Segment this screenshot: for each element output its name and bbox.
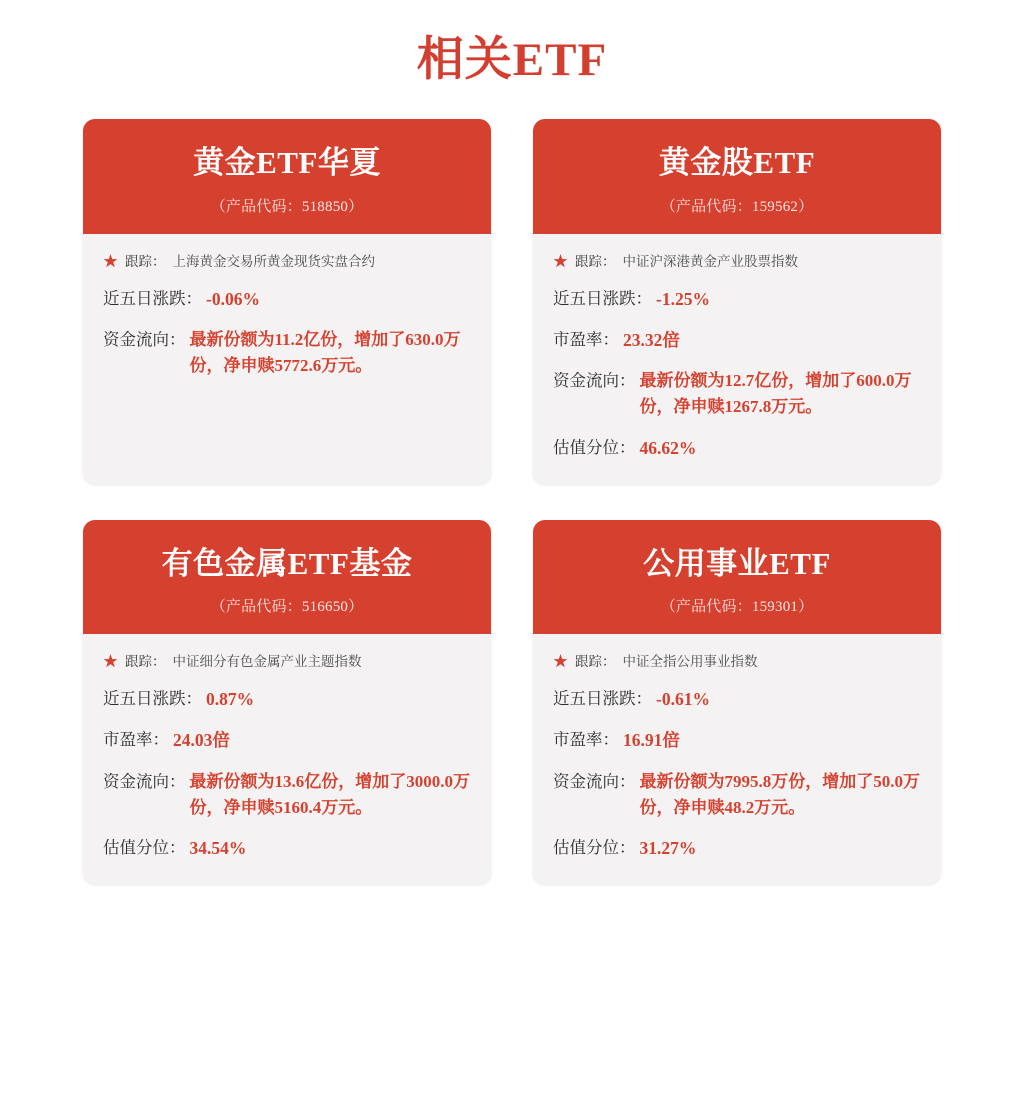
tracking-index-row (103, 652, 471, 672)
star-icon: ★ (103, 654, 119, 671)
stat-row (103, 727, 471, 754)
stat-label: 近五日涨跌： (103, 689, 202, 709)
etf-card-grid (0, 119, 1024, 884)
stat-row (553, 435, 921, 462)
stat-row (553, 686, 921, 713)
star-icon: ★ (553, 654, 569, 671)
stat-value: 最新份额为7995.8万份，增加了50.0万份，净申赎48.2万元。 (639, 771, 920, 817)
stat-label: 近五日涨跌： (103, 288, 202, 308)
stat-row (553, 327, 921, 354)
etf-card-body (83, 234, 491, 484)
etf-card-header (533, 520, 941, 635)
etf-name: 公用事业ETF (643, 545, 831, 581)
stat-label: 近五日涨跌： (553, 689, 652, 709)
stat-label: 估值分位： (553, 437, 636, 457)
etf-card[interactable] (533, 119, 941, 484)
etf-code: （产品代码：159301） (660, 599, 814, 616)
etf-name: 有色金属ETF基金 (161, 545, 413, 581)
etf-card-header (83, 119, 491, 234)
stat-row (103, 835, 471, 862)
stat-label: 资金流向： (553, 370, 636, 390)
stat-value: 46.62% (639, 437, 697, 458)
etf-card-header (533, 119, 941, 234)
etf-card-body (83, 634, 491, 884)
stat-value: 最新份额为12.7亿份，增加了600.0万份，净申赎1267.8万元。 (639, 370, 912, 417)
etf-card[interactable] (83, 119, 491, 484)
stat-value: 最新份额为11.2亿份，增加了630.0万份，净申赎5772.6万元。 (189, 329, 461, 376)
tracking-index-row (553, 652, 921, 672)
stat-label: 资金流向： (103, 771, 186, 791)
stat-label: 资金流向： (553, 771, 636, 791)
stat-row (553, 286, 921, 313)
etf-card-header (83, 520, 491, 635)
tracking-index-value: 中证全指公用事业指数 (622, 654, 758, 670)
tracking-label: 跟踪： (575, 654, 616, 670)
stat-value: 16.91倍 (623, 730, 680, 751)
stat-value: 34.54% (189, 838, 247, 859)
etf-name: 黄金股ETF (658, 145, 816, 180)
tracking-index-value: 上海黄金交易所黄金现货实盘合约 (172, 253, 376, 269)
tracking-index-row (103, 252, 471, 272)
etf-card[interactable] (533, 520, 941, 885)
stat-value: -0.06% (206, 288, 260, 309)
stat-label: 市盈率： (103, 730, 169, 750)
stat-row (553, 769, 921, 822)
stat-label: 市盈率： (553, 329, 619, 349)
tracking-label: 跟踪： (125, 654, 166, 670)
page-title: 相关ETF (416, 34, 608, 86)
stat-value: 24.03倍 (173, 730, 230, 751)
stat-value: 23.32倍 (623, 329, 680, 350)
stat-label: 估值分位： (103, 838, 186, 858)
etf-card-body (533, 234, 941, 484)
etf-code: （产品代码：159562） (660, 198, 814, 215)
stat-row (553, 727, 921, 754)
stat-row (103, 769, 471, 822)
etf-code: （产品代码：516650） (210, 599, 364, 616)
tracking-label: 跟踪： (125, 253, 166, 269)
stat-row (103, 327, 471, 380)
tracking-index-value: 中证细分有色金属产业主题指数 (172, 654, 362, 670)
tracking-index-row (553, 252, 921, 272)
etf-page (0, 22, 1024, 908)
tracking-label: 跟踪： (575, 253, 616, 269)
etf-card-body (533, 634, 941, 884)
tracking-index-value: 中证沪深港黄金产业股票指数 (622, 253, 799, 269)
stat-row (553, 835, 921, 862)
etf-code: （产品代码：518850） (210, 198, 364, 215)
stat-value: 最新份额为13.6亿份，增加了3000.0万份，净申赎5160.4万元。 (189, 771, 470, 817)
etf-card[interactable] (83, 520, 491, 885)
stat-row (103, 286, 471, 313)
stat-value: 0.87% (206, 689, 255, 710)
stat-value: -1.25% (656, 288, 710, 309)
star-icon: ★ (103, 253, 119, 270)
stat-value: -0.61% (656, 689, 710, 710)
stat-label: 近五日涨跌： (553, 288, 652, 308)
stat-row (103, 686, 471, 713)
stat-value: 31.27% (639, 838, 697, 859)
stat-label: 市盈率： (553, 730, 619, 750)
star-icon: ★ (553, 253, 569, 270)
etf-name: 黄金ETF华夏 (193, 145, 381, 180)
stat-row (553, 368, 921, 421)
stat-label: 估值分位： (553, 838, 636, 858)
stat-label: 资金流向： (103, 329, 186, 349)
